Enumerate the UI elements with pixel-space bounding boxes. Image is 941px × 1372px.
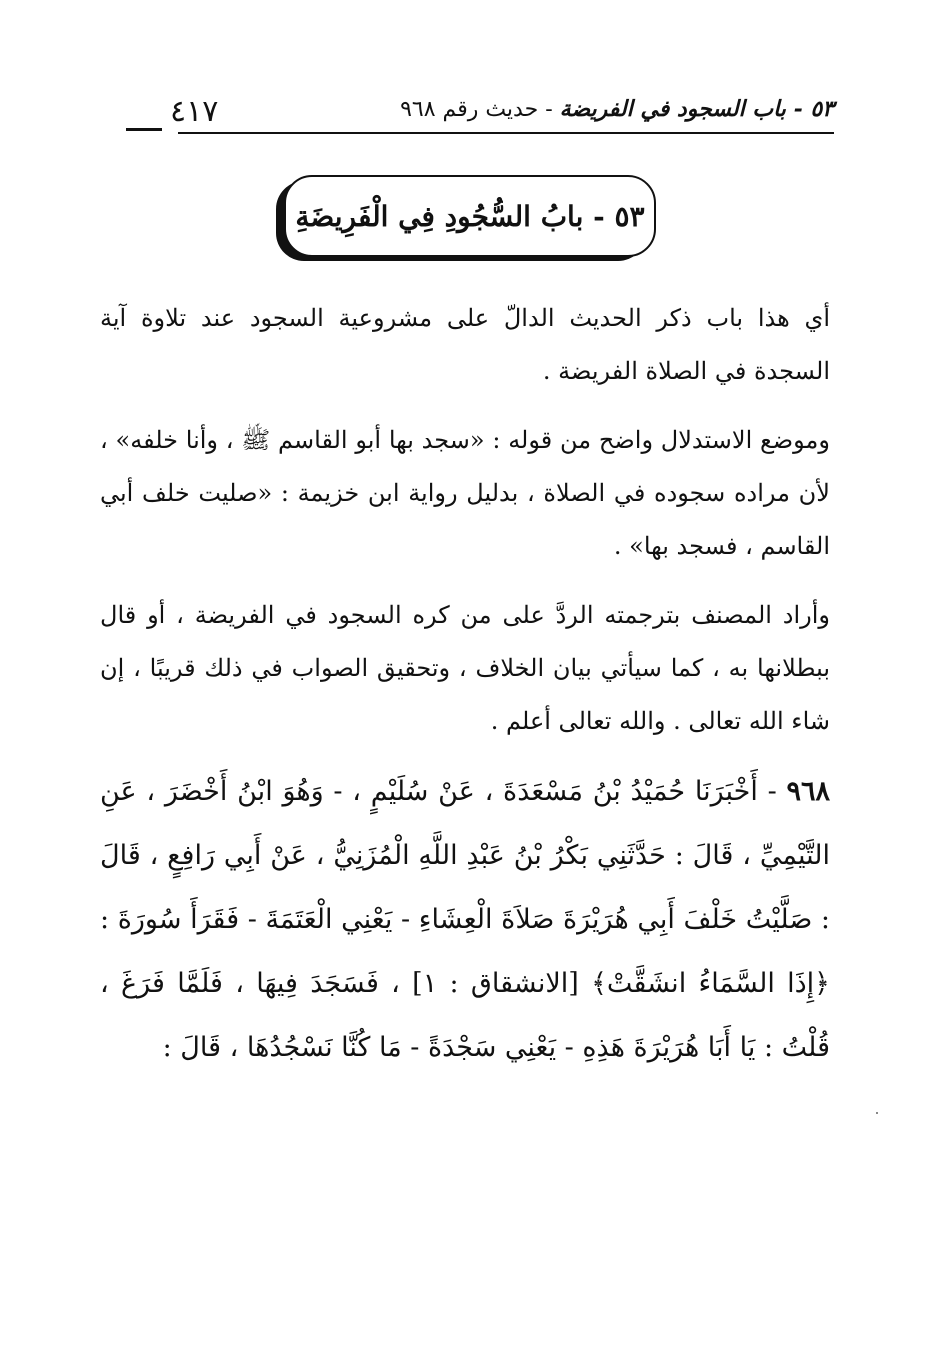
hadith-text: - أَخْبَرَنَا حُمَيْدُ بْنُ مَسْعَدَةَ ، عَنْ سُلَيْمٍ ، - وَهُوَ ابْنُ أَخْضَرَ ، عَنِ التَّيْمِيِّ ، قَالَ : حَدَّثَنِي بَكْرُ بْنُ عَبْدِ اللَّهِ الْمُزَنِيُّ ، عَنْ أَبِي رَافِعٍ ، قَالَ : صَلَّيْتُ خَلْفَ أَبِي هُرَيْرَةَ صَلاَةَ الْعِشَاءِ - يَعْنِي الْعَتَمَةَ - فَقَرَأَ سُورَةَ : ﴿إِذَا السَّمَاءُ انشَقَّتْ﴾ [الانشقاق : ١] ، فَسَجَدَ فِيهَا ، فَلَمَّا فَرَغَ ، قُلْتُ : يَا أَبَا هُرَيْرَةَ هَذِهِ - يَعْنِي سَجْدَةً - مَا كُنَّا نَسْجُدُهَا ، قَالَ :	[100, 776, 830, 1063]
running-header	[118, 88, 834, 140]
header-hadith-ref: حديث رقم ٩٦٨	[400, 97, 539, 122]
hadith-block	[100, 760, 830, 1080]
paragraph-3: وأراد المصنف بترجمته الردَّ على من كره السجود في الفريضة ، أو قال ببطلانها به ، كما سيأتي بيان الخلاف ، وتحقيق الصواب في ذلك قريبًا ، إن شاء الله تعالى . والله تعالى أعلم .	[100, 601, 830, 735]
chapter-title: ٥٣ - بابُ السُّجُودِ فِي الْفَرِيضَةِ	[284, 175, 656, 257]
paragraph-2: وموضع الاستدلال واضح من قوله : «سجد بها أبو القاسم ﷺ ، وأنا خلفه» ، لأن مراده سجوده في الصلاة ، بدليل رواية ابن خزيمة : «صليت خلف أبي القاسم ، فسجد بها» .	[100, 426, 830, 560]
hadith-number: ٩٦٨	[786, 776, 830, 807]
header-title	[400, 96, 834, 122]
header-separator: -	[538, 97, 553, 122]
page-number-underline	[126, 128, 162, 131]
paragraph-1: أي هذا باب ذكر الحديث الدالّ على مشروعية السجود عند تلاوة آية السجدة في الصلاة الفريضة .	[100, 304, 830, 385]
header-rule	[178, 132, 834, 134]
scan-speck	[876, 1112, 878, 1114]
header-chapter: ٥٣ - باب السجود في الفريضة	[559, 96, 834, 122]
chapter-title-box	[284, 175, 662, 261]
page-number: ٤١٧	[170, 94, 219, 129]
